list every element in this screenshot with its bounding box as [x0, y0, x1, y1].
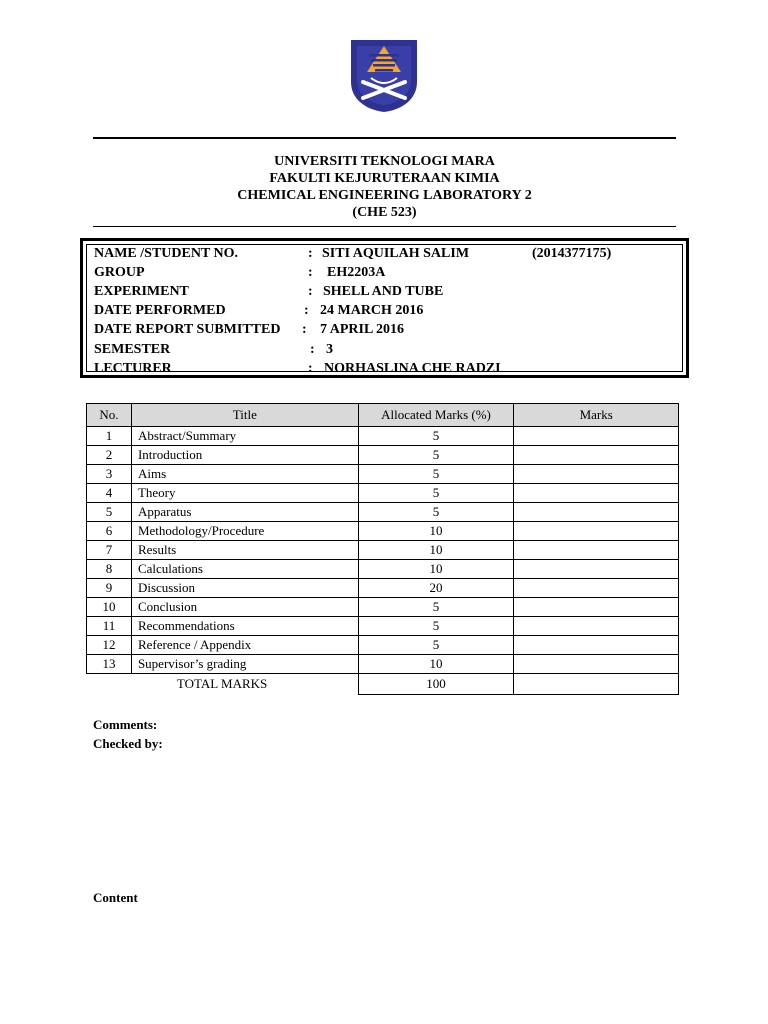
university-name: UNIVERSITI TEKNOLOGI MARA [274, 154, 495, 169]
info-label: LECTURER [94, 361, 172, 376]
info-value: SITI AQUILAH SALIM [322, 246, 470, 261]
info-colon: : [308, 246, 313, 261]
cell-marks [514, 446, 679, 465]
cell-no: 2 [87, 446, 132, 465]
info-value: EH2203A [327, 265, 386, 280]
column-header-marks: Marks [514, 404, 679, 427]
info-colon: : [302, 322, 307, 337]
cell-title: Aims [131, 465, 358, 484]
total-value: 100 [358, 674, 514, 695]
cell-no: 6 [87, 522, 132, 541]
total-label: TOTAL MARKS [176, 676, 268, 692]
table-row [87, 427, 679, 446]
cell-allocated: 5 [358, 465, 514, 484]
info-value: NORHASLINA CHE RADZI [324, 361, 501, 376]
cell-allocated: 10 [358, 522, 514, 541]
cell-marks [514, 598, 679, 617]
cell-no: 5 [87, 503, 132, 522]
cell-marks [514, 579, 679, 598]
column-header-title: Title [131, 404, 358, 427]
info-value: 7 APRIL 2016 [320, 322, 405, 337]
cell-title: Calculations [131, 560, 358, 579]
info-value: 24 MARCH 2016 [320, 303, 424, 318]
info-value: 3 [326, 342, 333, 357]
table-row [87, 617, 679, 636]
cell-allocated: 10 [358, 560, 514, 579]
cell-no: 9 [87, 579, 132, 598]
column-header-no: No. [87, 404, 132, 427]
header-rule-top [93, 137, 676, 139]
cell-no: 12 [87, 636, 132, 655]
cell-allocated: 5 [358, 503, 514, 522]
info-colon: : [308, 265, 313, 280]
cell-allocated: 5 [358, 484, 514, 503]
total-row [87, 674, 679, 695]
cell-title: Conclusion [131, 598, 358, 617]
table-row [87, 446, 679, 465]
info-colon: : [304, 303, 309, 318]
content-heading: Content [93, 890, 138, 905]
marks-table [86, 403, 679, 695]
info-label: GROUP [94, 265, 145, 280]
column-header-allocated-marks: Allocated Marks (%) [358, 404, 514, 427]
university-crest-icon [349, 38, 419, 114]
cell-marks [514, 636, 679, 655]
cell-marks [514, 560, 679, 579]
info-student-no: (2014377175) [532, 246, 612, 261]
cell-marks [514, 655, 679, 674]
report-header [93, 153, 676, 221]
cell-title: Abstract/Summary [131, 427, 358, 446]
checked-by-label: Checked by: [93, 736, 163, 751]
cell-marks [514, 484, 679, 503]
cell-title: Methodology/Procedure [131, 522, 358, 541]
cell-title: Theory [131, 484, 358, 503]
course-code: (CHE 523) [352, 205, 417, 220]
cell-allocated: 20 [358, 579, 514, 598]
info-label: NAME /STUDENT NO. [94, 246, 239, 261]
info-label: DATE REPORT SUBMITTED [94, 322, 281, 337]
cell-title: Introduction [131, 446, 358, 465]
info-value: SHELL AND TUBE [323, 284, 444, 299]
cell-no: 3 [87, 465, 132, 484]
cell-allocated: 5 [358, 598, 514, 617]
cell-marks [514, 522, 679, 541]
table-row [87, 541, 679, 560]
table-header-row [87, 404, 679, 427]
info-colon: : [308, 361, 313, 376]
cell-allocated: 5 [358, 636, 514, 655]
table-row [87, 579, 679, 598]
table-row [87, 655, 679, 674]
cell-marks [514, 617, 679, 636]
course-name: CHEMICAL ENGINEERING LABORATORY 2 [237, 188, 532, 203]
table-row [87, 636, 679, 655]
info-label: EXPERIMENT [94, 284, 189, 299]
cell-allocated: 5 [358, 446, 514, 465]
comments-label: Comments: [93, 717, 158, 732]
cell-no: 13 [87, 655, 132, 674]
table-row [87, 598, 679, 617]
cell-allocated: 5 [358, 617, 514, 636]
info-label: DATE PERFORMED [94, 303, 226, 318]
faculty-name: FAKULTI KEJURUTERAAN KIMIA [269, 171, 500, 186]
cell-title: Supervisor’s grading [131, 655, 358, 674]
cell-no: 11 [87, 617, 132, 636]
cell-no: 7 [87, 541, 132, 560]
table-row [87, 503, 679, 522]
header-rule-bottom [93, 226, 676, 227]
info-label: SEMESTER [94, 342, 171, 357]
cell-title: Apparatus [131, 503, 358, 522]
table-row [87, 522, 679, 541]
cell-allocated: 10 [358, 655, 514, 674]
cell-title: Discussion [131, 579, 358, 598]
cell-title: Recommendations [131, 617, 358, 636]
cell-marks [514, 465, 679, 484]
table-row [87, 484, 679, 503]
cell-no: 1 [87, 427, 132, 446]
cell-marks [514, 541, 679, 560]
info-colon: : [308, 284, 313, 299]
cell-title: Results [131, 541, 358, 560]
cell-allocated: 5 [358, 427, 514, 446]
cell-no: 8 [87, 560, 132, 579]
cell-marks [514, 427, 679, 446]
cell-marks [514, 503, 679, 522]
cell-no: 4 [87, 484, 132, 503]
info-colon: : [310, 342, 315, 357]
total-marks-cell [514, 674, 679, 695]
cell-no: 10 [87, 598, 132, 617]
cell-title: Reference / Appendix [131, 636, 358, 655]
cell-allocated: 10 [358, 541, 514, 560]
table-row [87, 560, 679, 579]
table-row [87, 465, 679, 484]
